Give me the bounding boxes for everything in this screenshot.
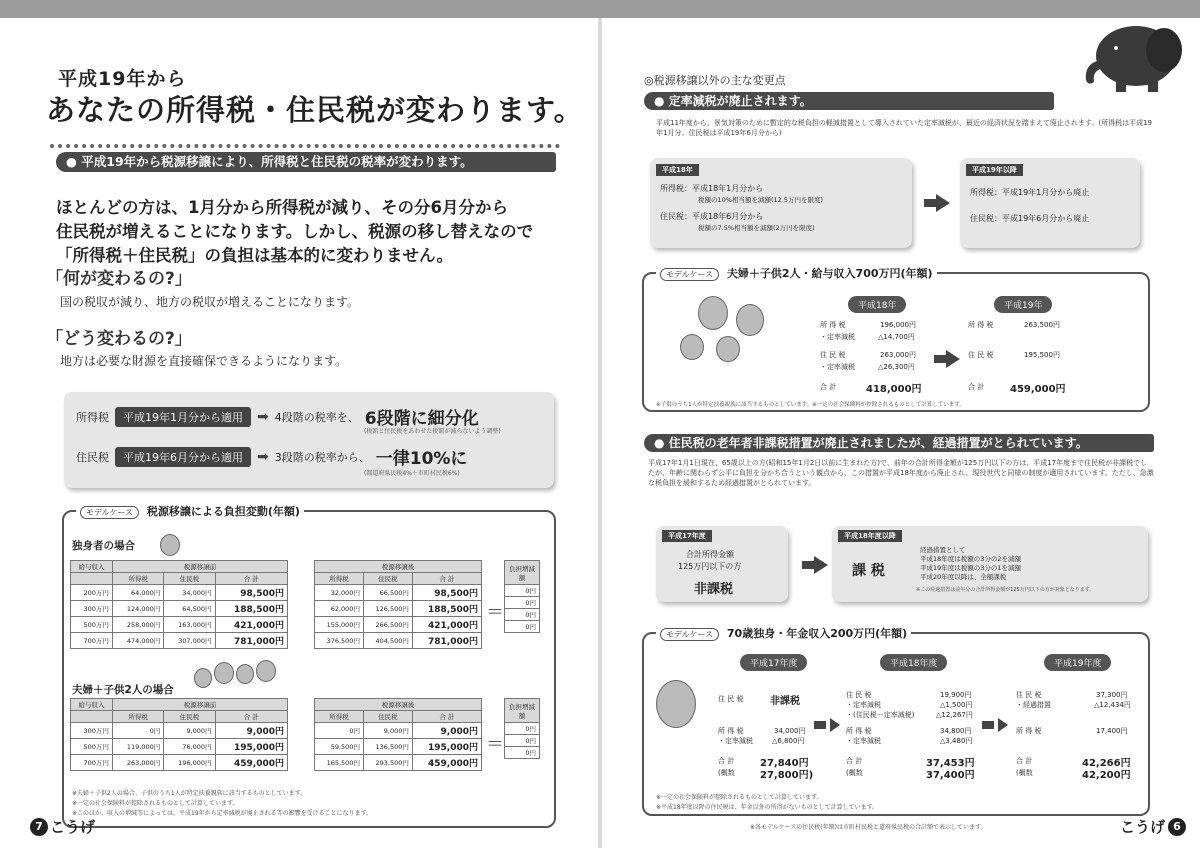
- m1-label-1: ・定率減税: [820, 333, 855, 341]
- c1-it-v: 34,000円: [774, 727, 806, 735]
- brand-logo: こうげ: [1120, 818, 1166, 836]
- c2-round: 37,400円: [926, 770, 975, 781]
- h18-line-4: 税額の7.5%相当額を減額(2万円を限度): [698, 224, 815, 232]
- section-bar-1: ● 定率減税が廃止されます。: [644, 92, 1054, 110]
- resident-note: (都道府県民税4%＋市町村民税6%): [364, 470, 460, 477]
- c2-sum-label: 合 計: [846, 757, 863, 765]
- h18d-line-4: 平成20年度以降は、全額課税: [920, 573, 1007, 581]
- total-cell: 781,000円: [412, 633, 481, 649]
- family-after-table: [314, 698, 482, 771]
- c2-l1: ・定率減税: [846, 701, 881, 709]
- c2-l4: ・定率減税: [846, 737, 881, 745]
- c3-round-label: (概数: [1016, 769, 1033, 777]
- resident-label: 住民税: [76, 450, 109, 464]
- table-row: [505, 609, 540, 621]
- rt-cell: 307,000円: [164, 633, 215, 649]
- income-pill: 平成19年1月分から適用: [115, 407, 251, 427]
- model-case-1: [642, 267, 1150, 412]
- c2-l0: 住 民 税: [846, 691, 872, 699]
- arrow-icon: ➡: [257, 448, 269, 465]
- h18d-line-1: 経過措置として: [920, 546, 966, 554]
- after-header: 税源移譲後: [315, 699, 482, 711]
- rt-cell: 34,000円: [164, 585, 215, 601]
- c2-v2: △12,267円: [936, 711, 973, 719]
- income-cell: 200万円: [71, 585, 113, 601]
- it-cell: 263,000円: [112, 755, 163, 771]
- resident-tax-row: [76, 444, 467, 469]
- rt-cell: 136,500円: [363, 739, 412, 755]
- m1-v19-2: 195,500円: [1024, 351, 1060, 359]
- col-total-header: 合 計: [215, 711, 287, 723]
- left-page: [0, 18, 600, 848]
- total-cell: 188,500円: [412, 601, 481, 617]
- before-header: 税源移譲前: [112, 561, 287, 573]
- h18-box: [650, 158, 912, 248]
- col-rt-header: 住民税: [164, 711, 215, 723]
- c3-l2: 所 得 税: [1016, 727, 1042, 735]
- income-text: 4段階の税率を、: [274, 410, 359, 424]
- family-label: 夫婦＋子供2人の場合: [72, 684, 174, 696]
- c1-dr-v: △6,800円: [772, 737, 805, 745]
- model-case-2: [642, 627, 1150, 816]
- m1-v18-1: △14,700円: [878, 333, 915, 341]
- table-row: [71, 585, 288, 601]
- m1-v18-2: 263,000円: [880, 351, 916, 359]
- total-cell: 459,000円: [412, 755, 481, 771]
- person-icon: [236, 664, 254, 684]
- rt-cell: 126,500円: [363, 601, 412, 617]
- it-cell: 165,500円: [315, 755, 364, 771]
- total-cell: 781,000円: [215, 633, 287, 649]
- diff-cell: 0円: [505, 597, 540, 609]
- single-before-table: [70, 560, 288, 649]
- person-icon: [698, 296, 728, 330]
- paragraph-2: 平成17年1月1日現在、65歳以上の方(昭和15年1月2日以前に生まれた方)で、前年の合計所得金額が125万円以下の方は、平成17年度まで住民税が非課税でしたが、年齢に関わらず公平に負担を分かち合うという観点から、この措置が平成18年度から廃止され、現役世代と同様の制度が適用されています。ただし、急激な税負担を緩和するため経過措置がとられています。: [648, 459, 1154, 487]
- after-header: 税源移譲後: [315, 561, 482, 573]
- income-cell: 700万円: [71, 755, 113, 771]
- h17-line-1: 合計所得金額: [686, 550, 734, 559]
- h18d-line-2: 平成18年度は税額の3分の2を減額: [920, 555, 1022, 563]
- c1-label: 住 民 税: [718, 695, 744, 703]
- h18d-note: ※この経過措置は前年分の合計所得金額が125万円以下の方が対象となります。: [916, 587, 1095, 593]
- q1-text: 国の税収が減り、地方の税収が増えることになります。: [60, 295, 360, 309]
- c3-l1: ・経過措置: [1016, 701, 1051, 709]
- rt-cell: 196,000円: [164, 755, 215, 771]
- table-row: [315, 601, 482, 617]
- col-income-header: 給与収入: [71, 561, 113, 573]
- model2-title: 70歳独身・年金収入200万円(年額): [726, 627, 908, 640]
- page-number: 6: [1168, 818, 1186, 836]
- model-tag: [76, 503, 304, 519]
- model-tag-label: モデルケース: [80, 506, 139, 519]
- lead-text: [56, 196, 533, 268]
- rate-change-box: [64, 392, 554, 488]
- diff-cell: 0円: [505, 735, 540, 747]
- table-row: [505, 747, 540, 759]
- col-it-header: 所得税: [315, 573, 364, 585]
- footer-note: ※各モデルケースの住民税(年額)は市町村民税と道府県民税の合計額で表示しています。: [750, 824, 987, 831]
- eyebrow: 平成19年から: [58, 68, 187, 90]
- h19-label: 平成19年以降: [966, 164, 1023, 176]
- h17-label: 平成17年度: [662, 530, 712, 542]
- table-row: [71, 755, 288, 771]
- total-cell: 421,000円: [412, 617, 481, 633]
- table-row: [315, 585, 482, 601]
- col-it-header: 所得税: [112, 573, 163, 585]
- arrow-icon: ➡: [257, 408, 269, 425]
- h18d-line-3: 平成19年度は税額の3分の1を減額: [920, 564, 1022, 572]
- income-big: 6段階に細分化: [364, 409, 479, 429]
- it-cell: 376,500円: [315, 633, 364, 649]
- person-icon: [194, 668, 212, 688]
- c1-value: 非課税: [770, 696, 800, 707]
- table-row: [315, 723, 482, 739]
- c1-round: (概数: [718, 769, 735, 777]
- model1-title: 夫婦＋子供2人・給与収入700万円(年額): [726, 267, 933, 280]
- total-cell: 188,500円: [215, 601, 287, 617]
- h18d-box: [832, 526, 1148, 602]
- dotted-divider: [50, 144, 560, 148]
- m1-total18: 418,000円: [866, 384, 922, 395]
- single-after-table: [314, 560, 482, 649]
- elderly-person-icon: [656, 680, 696, 728]
- diff-cell: 0円: [505, 621, 540, 633]
- lead-line-3: 「所得税＋住民税」の負担は基本的に変わりません。: [56, 246, 453, 265]
- c2-v0: 19,900円: [940, 691, 972, 699]
- c2-sum: 37,453円: [926, 758, 975, 769]
- c1-it: 所 得 税: [718, 727, 744, 735]
- col-total-header: 合 計: [215, 573, 287, 585]
- rt-cell: 9,000円: [363, 723, 412, 739]
- arrow-icon: [936, 194, 950, 212]
- total-cell: 9,000円: [412, 723, 481, 739]
- col-diff-header: 負担増減額: [505, 699, 540, 723]
- income-label: 所得税: [76, 410, 109, 424]
- c1-dr: ・定率減税: [718, 737, 753, 745]
- model1-tag-label: モデルケース: [660, 268, 719, 281]
- model2-tag: [656, 625, 911, 641]
- col-it-header: 所得税: [315, 711, 364, 723]
- c3-pill: 平成19年度: [1044, 654, 1111, 671]
- c3-v1: △12,434円: [1094, 701, 1131, 709]
- equals-sign: ＝: [486, 734, 504, 755]
- rt-cell: 404,500円: [363, 633, 412, 649]
- lead-line-2: 住民税が増えることになります。しかし、税源の移し替えなので: [56, 222, 534, 241]
- arrow-icon: [814, 556, 828, 574]
- rt-cell: 9,000円: [164, 723, 215, 739]
- brand-logo: こうげ: [50, 818, 96, 836]
- total-cell: 195,000円: [215, 739, 287, 755]
- model-note-2: ※一定の社会保険料が控除されるものとして計算しています。: [72, 800, 239, 807]
- it-cell: 119,000円: [112, 739, 163, 755]
- h19-line-2: 住民税：平成19年6月分から廃止: [970, 214, 1090, 223]
- table-row: [315, 617, 482, 633]
- it-cell: 155,000円: [315, 617, 364, 633]
- table-row: [505, 735, 540, 747]
- total-cell: 195,000円: [412, 739, 481, 755]
- table-row: [71, 739, 288, 755]
- c3-round: 42,200円: [1082, 770, 1131, 781]
- single-diff-table: [504, 560, 540, 633]
- before-header: 税源移譲前: [112, 699, 287, 711]
- section-small-title: ◎税源移譲以外の主な変更点: [644, 74, 786, 87]
- table-row: [71, 601, 288, 617]
- m1-label-3: ・定率減税: [820, 363, 855, 371]
- h17-line-2: 125万円以下の方: [678, 562, 742, 571]
- c1-sum-v: 27,840円: [760, 758, 809, 769]
- family-before-table: [70, 698, 288, 771]
- h18-label: 平成18年: [656, 164, 699, 176]
- total-cell: 98,500円: [215, 585, 287, 601]
- diff-cell: 0円: [505, 585, 540, 597]
- income-cell: 500万円: [71, 739, 113, 755]
- model-note-1: ※夫婦＋子供2人の場合、子供のうち1人が特定扶養親族に該当するものとしています。: [72, 790, 307, 797]
- model2-note-1: ※一定の社会保険料が控除されるものとして計算しています。: [656, 794, 823, 801]
- h18-line-1: 所得税：平成18年1月分から: [660, 184, 764, 193]
- col-diff-header: 負担増減額: [505, 561, 540, 585]
- table-row: [505, 723, 540, 735]
- it-cell: 62,000円: [315, 601, 364, 617]
- q2-title: 「 どう変わるの? 」: [46, 324, 192, 349]
- diff-cell: 0円: [505, 747, 540, 759]
- single-label: 独身者の場合: [72, 540, 135, 552]
- resident-pill: 平成19年6月分から適用: [115, 447, 251, 467]
- col-rt-header: 住民税: [363, 711, 412, 723]
- rt-cell: 266,500円: [363, 617, 412, 633]
- c3-v0: 37,300円: [1096, 691, 1128, 699]
- col-income-header: 給与収入: [71, 699, 113, 711]
- c2-v1: △1,500円: [940, 701, 973, 709]
- it-cell: 124,000円: [112, 601, 163, 617]
- rt-cell: 66,500円: [363, 585, 412, 601]
- income-cell: 300万円: [71, 601, 113, 617]
- m1-v19-0: 263,500円: [1024, 321, 1060, 329]
- c2-l3: 所 得 税: [846, 727, 872, 735]
- c1-round-v: 27,800円): [760, 770, 814, 781]
- h19-pill: 平成19年: [994, 296, 1052, 313]
- table-row: [505, 621, 540, 633]
- h19-line-1: 所得税：平成19年1月分から廃止: [970, 188, 1090, 197]
- arrow-icon: [946, 350, 960, 368]
- total-cell: 459,000円: [215, 755, 287, 771]
- total-cell: 421,000円: [215, 617, 287, 633]
- c1-pill: 平成17年度: [740, 654, 807, 671]
- person-icon: [716, 336, 740, 362]
- page-number: 7: [30, 818, 48, 836]
- income-cell: 500万円: [71, 617, 113, 633]
- c1-sum: 合 計: [718, 757, 735, 765]
- person-icon: [214, 662, 234, 684]
- rt-cell: 163,000円: [164, 617, 215, 633]
- c3-l0: 住 民 税: [1016, 691, 1042, 699]
- table-row: [71, 617, 288, 633]
- diff-cell: 0円: [505, 723, 540, 735]
- total-cell: 98,500円: [412, 585, 481, 601]
- h19-box: [960, 158, 1140, 248]
- q2-text: 地方は必要な財源を直接確保できるようになります。: [60, 354, 348, 368]
- model2-note-2: ※平成18年度以降の住民税は、年金以外の所得がないものとして計算しています。: [656, 804, 879, 811]
- arrow-icon: [830, 718, 840, 732]
- col-rt-header: 住民税: [363, 573, 412, 585]
- c2-round-label: (概数: [846, 769, 863, 777]
- m1-v18-3: △26,300円: [878, 363, 915, 371]
- it-cell: 0円: [112, 723, 163, 739]
- c3-sum: 42,266円: [1082, 758, 1131, 769]
- c2-pill: 平成18年度: [880, 654, 947, 671]
- right-page: [600, 18, 1200, 848]
- paragraph-1: 平成11年度から、景気対策のために暫定的な税負担の軽減措置として導入されていた定率減税が、最近の経済状況を踏まえて廃止されます。(所得税は平成19年1月分、住民税は平成19年6月分から): [656, 119, 1152, 137]
- diff-cell: 0円: [505, 609, 540, 621]
- rt-cell: 76,000円: [164, 739, 215, 755]
- h18d-big: 課 税: [852, 563, 885, 579]
- resident-big: 一律10%に: [375, 449, 468, 469]
- resident-text: 3段階の税率から、: [274, 450, 370, 464]
- person-icon: [256, 660, 276, 682]
- person-icon: [736, 304, 764, 336]
- table-row: [315, 739, 482, 755]
- income-cell: 300万円: [71, 723, 113, 739]
- m1-label-0: 所 得 税: [820, 321, 846, 329]
- table-row: [315, 633, 482, 649]
- income-note: (税額と住民税をあわせた税額が減らないよう調整): [364, 428, 501, 435]
- it-cell: 258,000円: [112, 617, 163, 633]
- col-total-header: 合 計: [412, 573, 481, 585]
- c3-v2: 17,400円: [1096, 727, 1128, 735]
- table-row: [71, 723, 288, 739]
- table-row: [315, 755, 482, 771]
- m1-total-label: 合 計: [820, 383, 837, 391]
- person-icon: [680, 334, 704, 360]
- model-case-box: [62, 505, 556, 828]
- h18-line-2: 税額の10%相当額を減額(12.5万円を限度): [698, 196, 823, 204]
- elephant-icon: [1076, 20, 1184, 92]
- it-cell: 32,000円: [315, 585, 364, 601]
- h18-pill: 平成18年: [848, 296, 906, 313]
- it-cell: 0円: [315, 723, 364, 739]
- h17-box: [656, 526, 788, 602]
- col-rt-header: 住民税: [164, 573, 215, 585]
- equals-sign: ＝: [486, 602, 504, 623]
- table-row: [71, 633, 288, 649]
- blank-header: [71, 711, 113, 723]
- c2-v3: 34,800円: [940, 727, 972, 735]
- section-bar-2: ● 住民税の老年者非課税措置が廃止されましたが、経過措置がとられています。: [644, 434, 1154, 452]
- col-total-header: 合 計: [412, 711, 481, 723]
- top-bar: [0, 0, 1200, 18]
- h18-line-3: 住民税：平成18年6月分から: [660, 212, 764, 221]
- h18d-label: 平成18年度以降: [838, 530, 902, 542]
- model1-note: ※子供のうち1人が特定扶養親族に該当するものとしています。※一定の社会保険料が控除されるものとして計算しています。: [656, 402, 965, 408]
- income-cell: 700万円: [71, 633, 113, 649]
- table-row: [505, 585, 540, 597]
- section-bar: ● 平成19年から税源移譲により、所得税と住民税の税率が変わります。: [56, 152, 556, 172]
- it-cell: 64,000円: [112, 585, 163, 601]
- c2-l2: ・(住民税－定率減税): [846, 711, 915, 719]
- person-icon: [160, 534, 180, 556]
- m1-total19: 459,000円: [1010, 384, 1066, 395]
- model-note-3: ※このほか、収入の増減等によっては、平成19年から定率減税が廃止される等の影響を受けることになります。: [72, 810, 373, 817]
- it-cell: 474,000円: [112, 633, 163, 649]
- model-title: 税源移譲による負担変動(年額): [146, 505, 300, 518]
- headline: あなたの所得税・住民税が変わります。: [46, 93, 584, 127]
- table-row: [505, 597, 540, 609]
- m1-label-19-2: 住 民 税: [968, 351, 994, 359]
- rt-cell: 64,500円: [164, 601, 215, 617]
- h17-big: 非課税: [694, 582, 734, 597]
- rt-cell: 293,500円: [363, 755, 412, 771]
- it-cell: 59,500円: [315, 739, 364, 755]
- arrow-icon: [998, 718, 1008, 732]
- q1-title: 「 何が変わるの? 」: [46, 264, 192, 289]
- total-cell: 9,000円: [215, 723, 287, 739]
- blank-header: [71, 573, 113, 585]
- model2-tag-label: モデルケース: [660, 628, 719, 641]
- model1-tag: [656, 265, 937, 281]
- m1-v18-0: 196,000円: [880, 321, 916, 329]
- family-diff-table: [504, 698, 540, 759]
- m1-total-label-19: 合 計: [968, 383, 985, 391]
- col-it-header: 所得税: [112, 711, 163, 723]
- c2-v4: △3,480円: [940, 737, 973, 745]
- m1-label-2: 住 民 税: [820, 351, 846, 359]
- lead-line-1: ほとんどの方は、1月分から所得税が減り、その分6月分から: [56, 198, 508, 217]
- c3-sum-label: 合 計: [1016, 757, 1033, 765]
- m1-label-19-0: 所 得 税: [968, 321, 994, 329]
